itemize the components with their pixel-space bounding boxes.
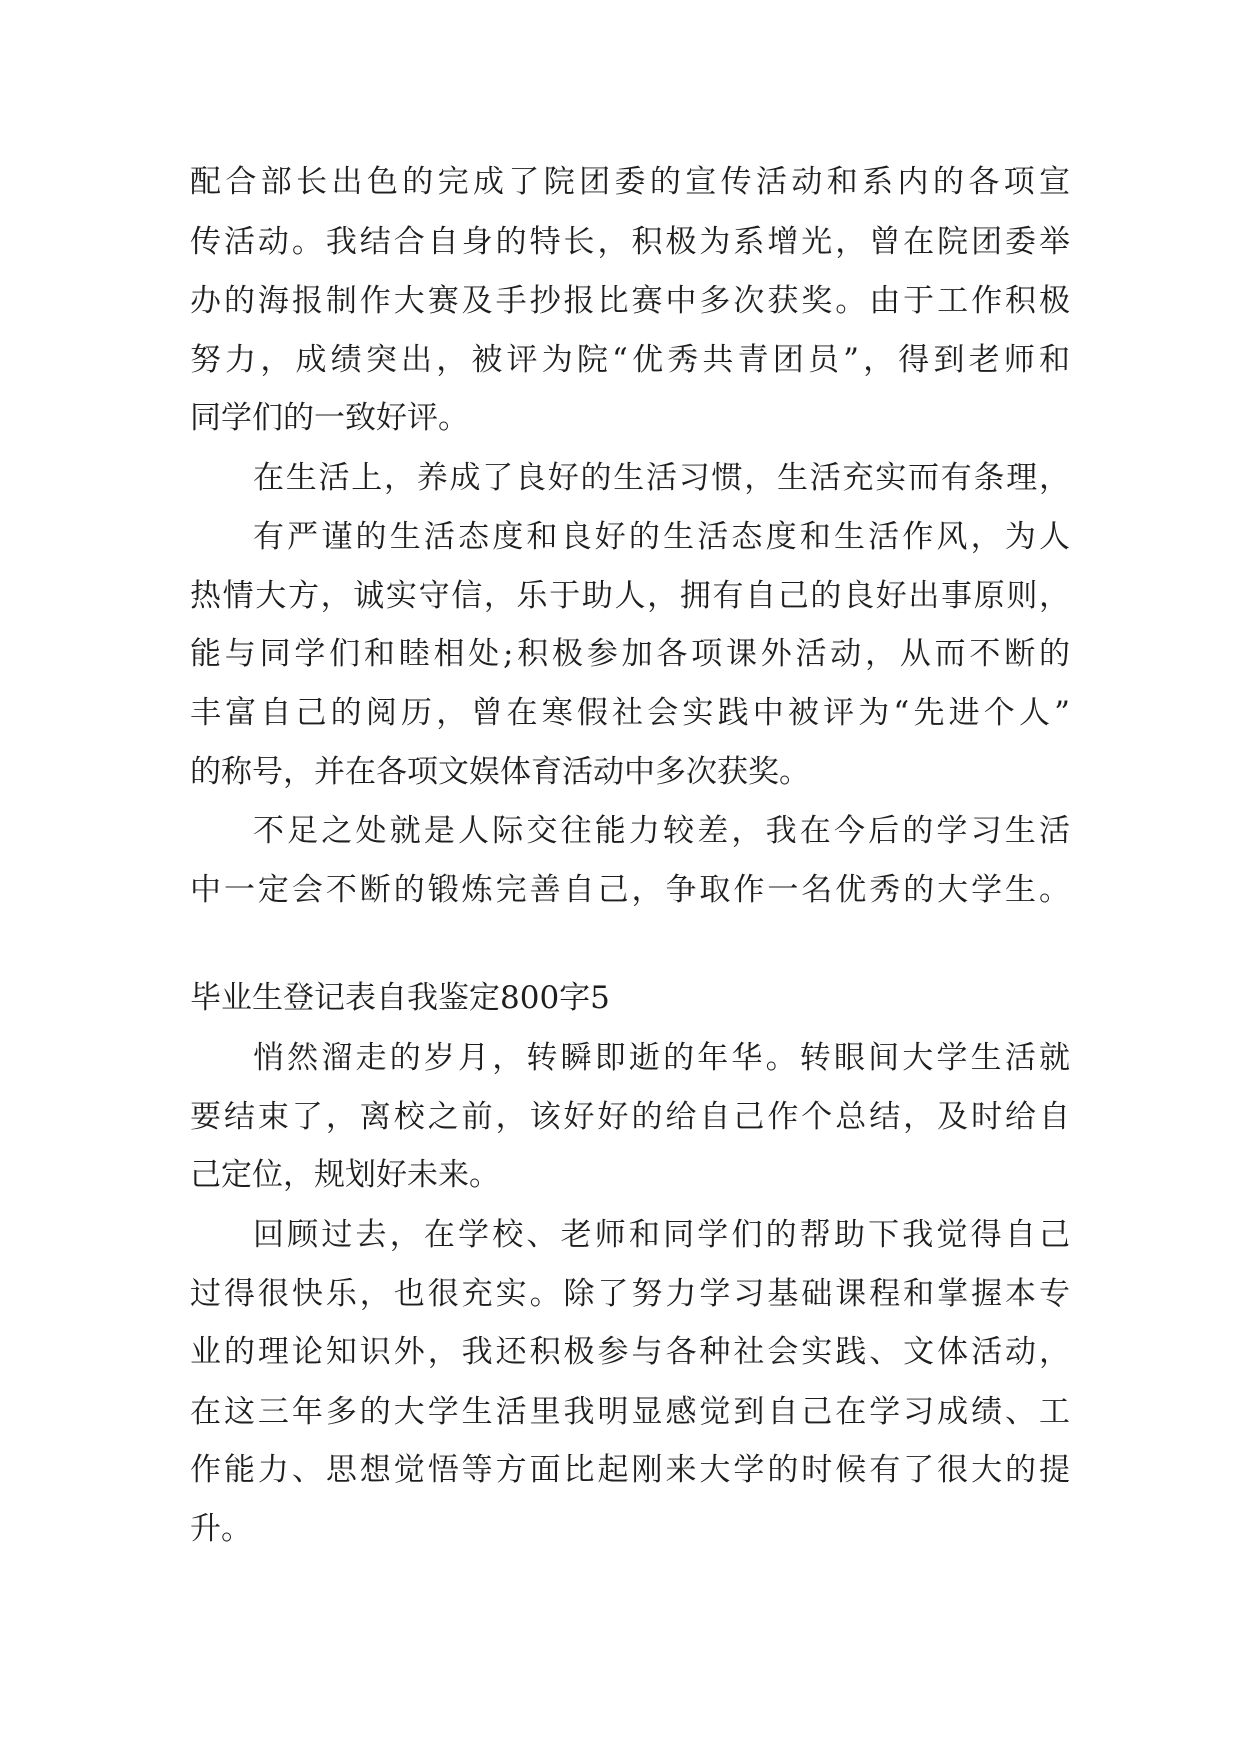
paragraph-4-line-2: 中一定会不断的锻炼完善自己，争取作一名优秀的大学生。 (190, 872, 1070, 908)
paragraph-2-line-1: 在生活上，养成了良好的生活习惯，生活充实而有条理， (253, 460, 1070, 496)
paragraph-1-line-1: 配合部长出色的完成了院团委的宣传活动和系内的各项宣 (190, 164, 1070, 200)
paragraph-1-line-5: 同学们的一致好评。 (190, 400, 469, 436)
paragraph-1-line-3: 办的海报制作大赛及手抄报比赛中多次获奖。由于工作积极 (190, 283, 1070, 319)
paragraph-6-line-3: 业的理论知识外，我还积极参与各种社会实践、文体活动， (190, 1334, 1070, 1370)
paragraph-6-line-1: 回顾过去，在学校、老师和同学们的帮助下我觉得自己 (253, 1217, 1070, 1253)
paragraph-5-line-1: 悄然溜走的岁月，转瞬即逝的年华。转眼间大学生活就 (253, 1040, 1070, 1076)
paragraph-3-line-3: 能与同学们和睦相处;积极参加各项课外活动，从而不断的 (190, 636, 1070, 672)
paragraph-5-line-3: 己定位，规划好未来。 (190, 1157, 500, 1193)
paragraph-1-line-2: 传活动。我结合自身的特长，积极为系增光，曾在院团委举 (190, 224, 1070, 260)
paragraph-1-line-4: 努力，成绩突出，被评为院“优秀共青团员”，得到老师和 (190, 342, 1070, 378)
paragraph-6-line-6: 升。 (190, 1511, 252, 1547)
section-heading: 毕业生登记表自我鉴定800字5 (190, 980, 610, 1016)
paragraph-6-line-5: 作能力、思想觉悟等方面比起刚来大学的时候有了很大的提 (190, 1452, 1070, 1488)
paragraph-3-line-2: 热情大方，诚实守信，乐于助人，拥有自己的良好出事原则， (190, 578, 1070, 614)
paragraph-4-line-1: 不足之处就是人际交往能力较差，我在今后的学习生活 (253, 813, 1070, 849)
paragraph-3-line-1: 有严谨的生活态度和良好的生活态度和生活作风，为人 (253, 519, 1070, 555)
paragraph-6-line-4: 在这三年多的大学生活里我明显感觉到自己在学习成绩、工 (190, 1394, 1070, 1430)
paragraph-3-line-4: 丰富自己的阅历，曾在寒假社会实践中被评为“先进个人” (190, 695, 1070, 731)
paragraph-5-line-2: 要结束了，离校之前，该好好的给自己作个总结，及时给自 (190, 1099, 1070, 1135)
paragraph-3-line-5: 的称号，并在各项文娱体育活动中多次获奖。 (190, 754, 810, 790)
paragraph-6-line-2: 过得很快乐，也很充实。除了努力学习基础课程和掌握本专 (190, 1276, 1070, 1312)
